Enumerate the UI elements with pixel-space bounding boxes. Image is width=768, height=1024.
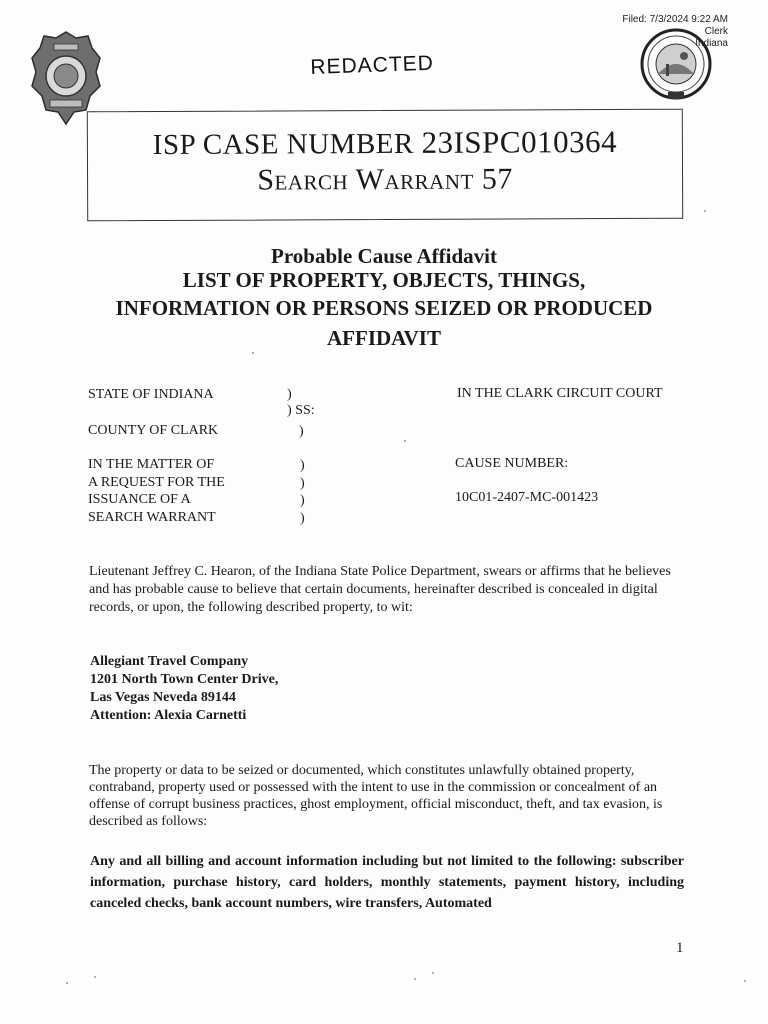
scan-speck [414, 978, 416, 980]
affidavit-subtitle-line-1: LIST OF PROPERTY, OBJECTS, THINGS, [182, 268, 586, 292]
state-seal-icon [640, 24, 712, 108]
cause-number-value: 10C01-2407-MC-001423 [455, 490, 599, 505]
state-label: Indiana [695, 38, 728, 49]
case-number-line [88, 124, 682, 163]
filed-timestamp: Filed: 7/3/2024 9:22 AM [622, 14, 728, 25]
scan-speck [404, 440, 406, 442]
caption-parens: ) ) ) ) [300, 458, 305, 526]
case-number-value: 23ISPC010364 [421, 123, 618, 160]
property-description-paragraph: The property or data to be seized or documented, which constitutes unlawfully obtained property, contraband, property used or possessed with the intent to use in the commission or concealment of an offense of corrupt business practices, ghost employment, official misconduct, theft, and tax evasion, is described as follows: [89, 763, 663, 829]
scan-speck [66, 982, 68, 984]
scan-speck [744, 980, 746, 982]
page-number: 1 [676, 940, 684, 956]
affidavit-subtitle-line-2: INFORMATION OR PERSONS SEIZED OR PRODUCED [115, 296, 653, 320]
affiant-paragraph: Lieutenant Jeffrey C. Hearon, of the Indiana State Police Department, swears or affirms that he believes and has probable cause to believe that certain documents, hereinafter described is concealed in digital records, or upon, the following described property, to wit: [89, 564, 671, 615]
clerk-label: Clerk [704, 26, 728, 37]
records-list-paragraph: Any and all billing and account information including but not limited to the following: subscriber information, purchase history, card holders, monthly statements, payment history, including canceled checks, bank account numbers, wire transfers, Automated [90, 854, 684, 911]
scan-speck [252, 352, 254, 354]
property-address: Allegiant Travel Company 1201 North Town Center Drive, Las Vegas Neveda 89144 Attention: Alexia Carnetti [90, 654, 279, 723]
cause-number-label: CAUSE NUMBER: [455, 456, 569, 471]
search-warrant-line [88, 162, 682, 199]
case-number-label: ISP CASE NUMBER [152, 127, 422, 162]
caption-court: IN THE CLARK CIRCUIT COURT [457, 386, 663, 401]
search-warrant-label: Search Warrant [257, 162, 482, 197]
caption-county: COUNTY OF CLARK [88, 423, 219, 438]
affidavit-title: Probable Cause Affidavit [271, 244, 497, 268]
scan-speck [94, 976, 96, 978]
case-header-box [87, 109, 683, 222]
search-warrant-number: 57 [481, 162, 513, 196]
caption-state: STATE OF INDIANA [88, 387, 214, 402]
affidavit-subtitle-line-3: AFFIDAVIT [327, 326, 441, 350]
redacted-stamp: REDACTED [310, 51, 435, 79]
scan-speck [432, 972, 434, 974]
scan-speck [704, 210, 706, 212]
caption-paren: ) [299, 424, 304, 439]
caption-matter: IN THE MATTER OF A REQUEST FOR THE ISSUANCE OF A SEARCH WARRANT [88, 457, 225, 525]
caption-ss: ) ) SS: [287, 387, 315, 418]
